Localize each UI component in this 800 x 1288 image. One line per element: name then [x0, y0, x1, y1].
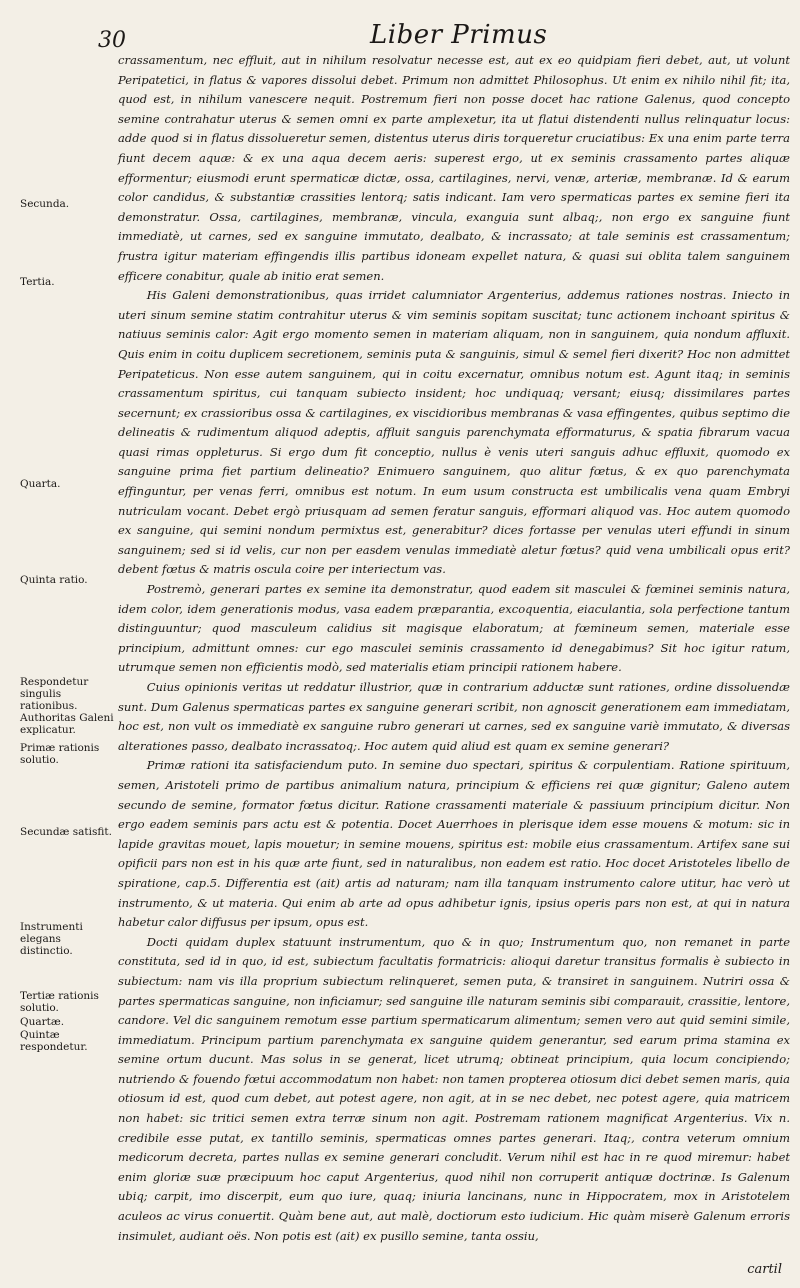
margin-note: Quintæ respondetur. — [20, 1029, 88, 1053]
margin-note: Tertiæ rationis solutio. — [20, 990, 99, 1014]
margin-note: Authoritas Galeni explicatur. — [20, 712, 114, 736]
paragraph: crassamentum, nec effluit, aut in nihilum resolvatur necesse est, aut ex eo quidpiam fieri debet, aut, ut volunt Peripatetici, in flatus & vapores dissolui debet. Primum non admittet Philosophus. Ut enim ex nihilo nihil fit; ita, quod est, in nihilum vanescere nequit. Postremum fieri non posse docet hac ratione Galenus, quod concepto semine contrahatur uterus & semen omni ex parte amplexetur, ita ut flatui distendenti nullus relinquatur locus: adde quod si in flatus dissolueretur semen, distentus uterus diris torqueretur cruciatibus: Ex una enim parte terra fiunt decem aquæ: & ex una aqua decem aeris: superest ergo, ut ex seminis crassamento partes aliquæ efformentur; eiusmodi erunt spermaticæ dictæ, ossa, cartilagines, nervi, venæ, arteriæ, membranæ. Id & earum color candidus, & substantiæ crassities lentorq; satis indicant. Iam vero spermaticas partes ex semine fieri ita demonstratur. Ossa, cartilagines, membranæ, vincula, exanguia sunt albaq;, non ergo ex sanguine fiunt immediatè, ut carnes, sed ex sanguine immutato, dealbato, & incrassato; at tale seminis est crassamentum; frustra igitur materiam effingendis illis partibus idoneam expellet natura, & quasi sui oblita talem sanguinem efficere conabitur, quale ab initio erat semen. — [118, 53, 790, 283]
body-text — [118, 51, 790, 1246]
margin-note: Quartæ. — [20, 1016, 65, 1028]
paragraph: Primæ rationi ita satisfaciendum puto. In semine duo spectari, spiritus & corpulentiam. Ratione spirituum, semen, Aristoteli primo de partibus animalium natura, principium & efficiens rei quæ gignitur; Galeno autem secundo de semine, formator fœtus dicitur. Ratione crassamenti materiale & passiuum principium dicitur. Non ergo eadem seminis pars actu est & potentia. Docet Auerrhoes in plerisque idem esse mouens & motum: sic in lapide gravitas mouet, lapis mouetur; in semine mouens, spiritus est: mobile eius crassamentum. Artifex sane sui opificii pars non est in his quæ arte fiunt, sed in naturalibus, non eadem est ratio. Hoc docet Aristoteles libello de spiratione, cap.5. Differentia est (ait) artis ad naturam; nam illa tanquam instrumento calore utitur, hac verò ut instrumento, & ut materia. Qui enim ab arte ad opus adhibetur ignis, ipsius operis pars non est, at qui in natura habetur calor diffusus per ipsum, opus est. — [118, 758, 790, 930]
paragraph: Docti quidam duplex statuunt instrumentum, quo & in quo; Instrumentum quo, non remanet in parte constituta, sed id in quo, id est, subiectum facultatis formatricis: alioqui daretur transitus formalis è subiecto in subiectum: nam vis illa proprium subiectum relinqueret, semen puta, & transiret in sanguinem. Nutriri ossa & partes spermaticas sanguine, non inficiamur; sed sanguine ille naturam seminis sibi comparauit, crassitie, lentore, candore. Vel dic sanguinem remotum esse partium spermaticarum alimentum; semen vero aut quid semini simile, immediatum. Principum partium parenchymata ex sanguine quidem generantur, sed earum prima stamina ex semine ortum ducunt. Mas solus in se generat, licet utrumq; obtineat principium, quia locum concipiendo; nutriendo & fouendo fœtui accommodatum non habet: non tamen propterea otiosum dici debet semen maris, quia otiosum id est, quod cum debet, aut potest agere, non agit, at in se nec debet, nec potest agere, quia matricem non habet: sic tritici semen extra terræ sinum non agit. Postremam rationem magnificat Argenterius. Vix n. credibile esse putat, ex tantillo seminis, spermaticas omnes partes generari. Itaq;, contra veterum omnium medicorum decreta, partes nullas ex semine generari concludit. Verum nihil est hac in re quod miremur: habet enim gloriæ suæ præcipuum hoc caput Argenterius, quod nihil non corruperit antiquæ doctrinæ. Is Galenum ubiq; carpit, imo discerpit, eum quo iure, quaq; iniuria lancinans, nunc in Hippocratem, mox in Aristotelem aculeos ac virus conuertit. Quàm bene aut, aut malè, doctiorum esto iudicium. Hic quàm miserè Galenum erroris insimulet, audiant oës. Non potis est (ait) ex pusillo semine, tanta ossiu, — [118, 934, 790, 1243]
margin-note: Primæ rationis solutio. — [20, 742, 100, 766]
margin-note: Respondetur singulis rationibus. — [20, 676, 89, 712]
paragraph: His Galeni demonstrationibus, quas irridet calumniator Argenterius, addemus rationes nostras. Iniecto in uteri sinum semine statim contrahitur uterus & vim seminis sopitam suscitat; tunc actionem inchoant spiritus & natiuus seminis calor: Agit ergo momento semen in materiam aliquam, non in sanguinem, quia nondum affluxit. Quis enim in coitu duplicem secretionem, seminis puta & sanguinis, simul & semel fieri dixerit? Hoc non admittet Peripateticus. Non esse autem sanguinem, qui in coitu excernatur, omnibus notum est. Agunt itaq; in seminis crassamentum spiritus, cui tanquam subiecto insident; hoc undiquaq; versant; eiusq; dissimilares partes secernunt; ex crassioribus ossa & cartilagines, ex viscidioribus membranas & vasa effingentes, quibus septimo die delineatis & rudimentum aliquod adeptis, affluit sanguis parenchymata efformaturus, & spatia fibrarum vacua quasi rimas oppleturus. Si ergo dum fit conceptio, nullus è venis uteri sanguis adhuc effluxit, quomodo ex sanguine prima fiet partium delineatio? Enimuero sanguinem, quo alitur fœtus, & ex quo parenchymata effinguntur, per venas ferri, omnibus est notum. In eum usum constructa est umbilicalis vena quam Embryi nutriculam vocant. Debet ergò priusquam ad semen feratur sanguis, efformari aliquod vas. Hoc autem quomodo ex sanguine, qui semini nondum permixtus est, generabitur? dices fortasse per venulas uteri effundi in sinum sanguinem; sed si id velis, cur non per easdem venulas immediatè aletur fœtus? quid vena umbilicali opus erit? debent fœtus & matris oscula coire per interiectum vas. — [118, 288, 790, 577]
margin-note: Secundæ satisfit. — [20, 826, 112, 838]
margin-note: Instrumenti elegans distinctio. — [20, 921, 83, 957]
page-number: 30 — [98, 28, 126, 53]
catchword: cartil — [747, 1262, 782, 1277]
paragraph: Postremò, generari partes ex semine ita demonstratur, quod eadem sit masculei & fœminei seminis natura, idem color, idem generationis modus, vasa eadem præparantia, excoquentia, eiaculantia, sola perfectione tantum distinguuntur; quod masculeum calidius sit magisque elaboratum; at fœmineum semen, materiale esse principium, admittunt omnes: cur ego masculei seminis crassamento id denegabimus? Sit hoc igitur ratum, utrumque semen non efficientis modò, sed materialis etiam principii rationem habere. — [118, 582, 790, 675]
margin-note: Tertia. — [20, 276, 55, 288]
paragraph: Cuius opinionis veritas ut reddatur illustrior, quæ in contrarium adductæ sunt rationes, ordine dissoluendæ sunt. Dum Galenus spermaticas partes ex sanguine generari scribit, non agnoscit generationem eam immediatam, hoc est, non vult os immediatè ex sanguine rubro generari ut carnes, sed ex sanguine variè immutato, & diversas alterationes passo, dealbato incrassatoq;. Hoc autem quid aliud est quam ex semine generari? — [118, 680, 790, 753]
margin-note: Quarta. — [20, 478, 61, 490]
margin-note: Secunda. — [20, 198, 70, 210]
running-head: Liber Primus — [370, 20, 548, 50]
margin-note: Quinta ratio. — [20, 574, 88, 586]
